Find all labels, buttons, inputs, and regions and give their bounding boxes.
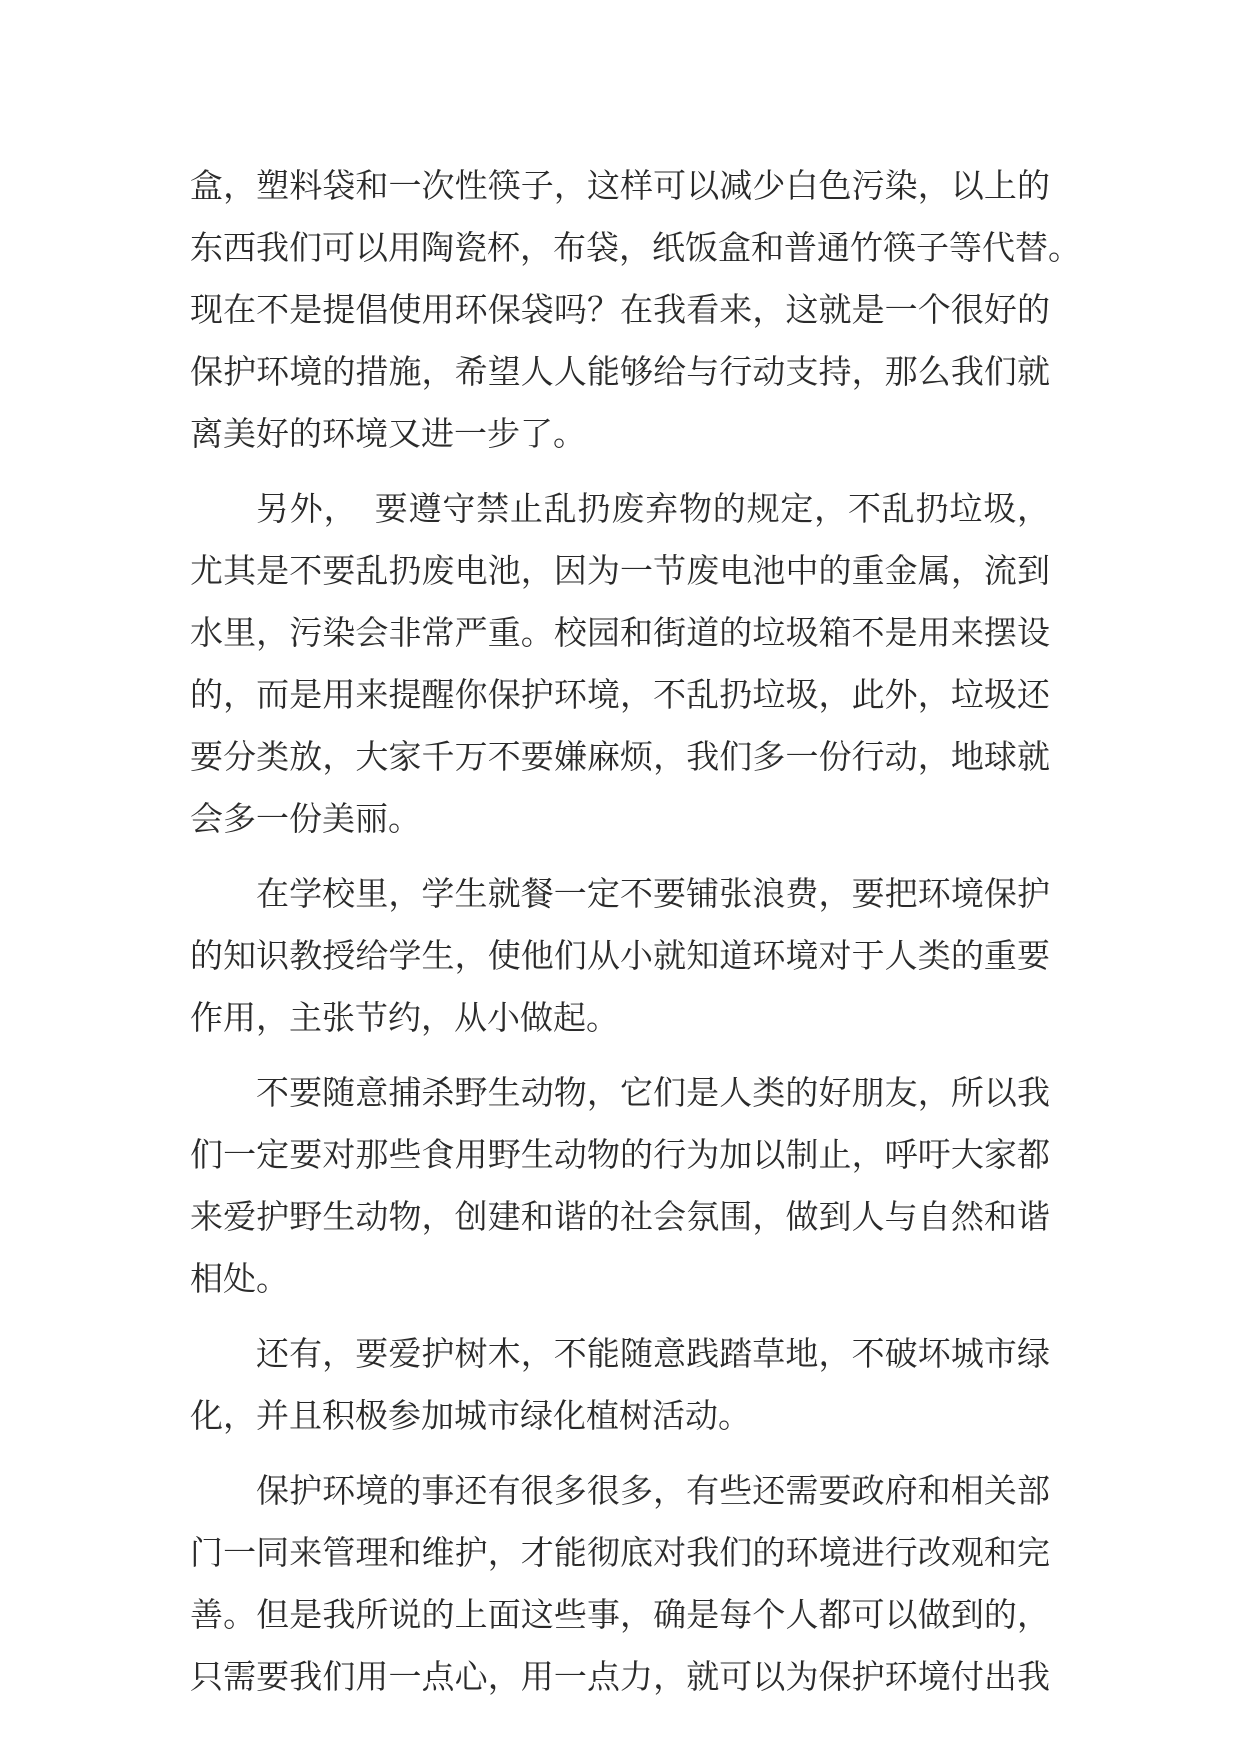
paragraph-5: [190, 1323, 1050, 1447]
text-line: 来爱护野生动物，创建和谐的社会氛围，做到人与自然和谐: [190, 1197, 1050, 1236]
paragraph-6: [190, 1460, 1050, 1708]
paragraph-2: [190, 478, 1050, 850]
text-line: 化，并且积极参加城市绿化植树活动。: [190, 1396, 751, 1435]
text-line: 作用，主张节约，从小做起。: [190, 998, 619, 1037]
text-line: 离美好的环境又进一步了。: [190, 414, 586, 453]
text-line: 相处。: [190, 1259, 289, 1298]
text-line: 不要随意捕杀野生动物，它们是人类的好朋友，所以我: [256, 1073, 1050, 1112]
text-line: 要分类放，大家千万不要嫌麻烦，我们多一份行动，地球就: [190, 737, 1050, 776]
text-line: 们一定要对那些食用野生动物的行为加以制止，呼吁大家都: [190, 1135, 1050, 1174]
text-line: 保护环境的事还有很多很多，有些还需要政府和相关部: [256, 1471, 1050, 1510]
text-line: 只需要我们用一点心，用一点力，就可以为保护环境付出我: [190, 1657, 1050, 1696]
text-line: 门一同来管理和维护，才能彻底对我们的环境进行改观和完: [190, 1533, 1050, 1572]
paragraph-4: [190, 1062, 1050, 1310]
text-line: 的知识教授给学生，使他们从小就知道环境对于人类的重要: [190, 936, 1050, 975]
text-line: 盒，塑料袋和一次性筷子，这样可以减少白色污染，以上的: [190, 166, 1050, 205]
text-line: 尤其是不要乱扔废电池，因为一节废电池中的重金属，流到: [190, 551, 1050, 590]
text-line: 善。但是我所说的上面这些事，确是每个人都可以做到的，: [190, 1595, 1050, 1634]
text-line: 东西我们可以用陶瓷杯，布袋，纸饭盒和普通竹筷子等代替。: [190, 228, 1081, 267]
paragraph-1: [190, 155, 1081, 465]
paragraph-3: [190, 863, 1050, 1049]
body-text: [190, 155, 1081, 1708]
text-line: 现在不是提倡使用环保袋吗？在我看来，这就是一个很好的: [190, 290, 1050, 329]
text-line: 保护环境的措施，希望人人能够给与行动支持，那么我们就: [190, 352, 1050, 391]
text-line: 会多一份美丽。: [190, 799, 421, 838]
text-line: 水里，污染会非常严重。校园和街道的垃圾箱不是用来摆设: [190, 613, 1050, 652]
text-line: 在学校里，学生就餐一定不要铺张浪费，要把环境保护: [256, 874, 1050, 913]
text-line: 的，而是用来提醒你保护环境，不乱扔垃圾，此外，垃圾还: [190, 675, 1050, 714]
text-line: 还有，要爱护树木，不能随意践踏草地，不破坏城市绿: [256, 1334, 1050, 1373]
text-line: 另外， 要遵守禁止乱扔废弃物的规定，不乱扔垃圾，: [256, 489, 1050, 528]
